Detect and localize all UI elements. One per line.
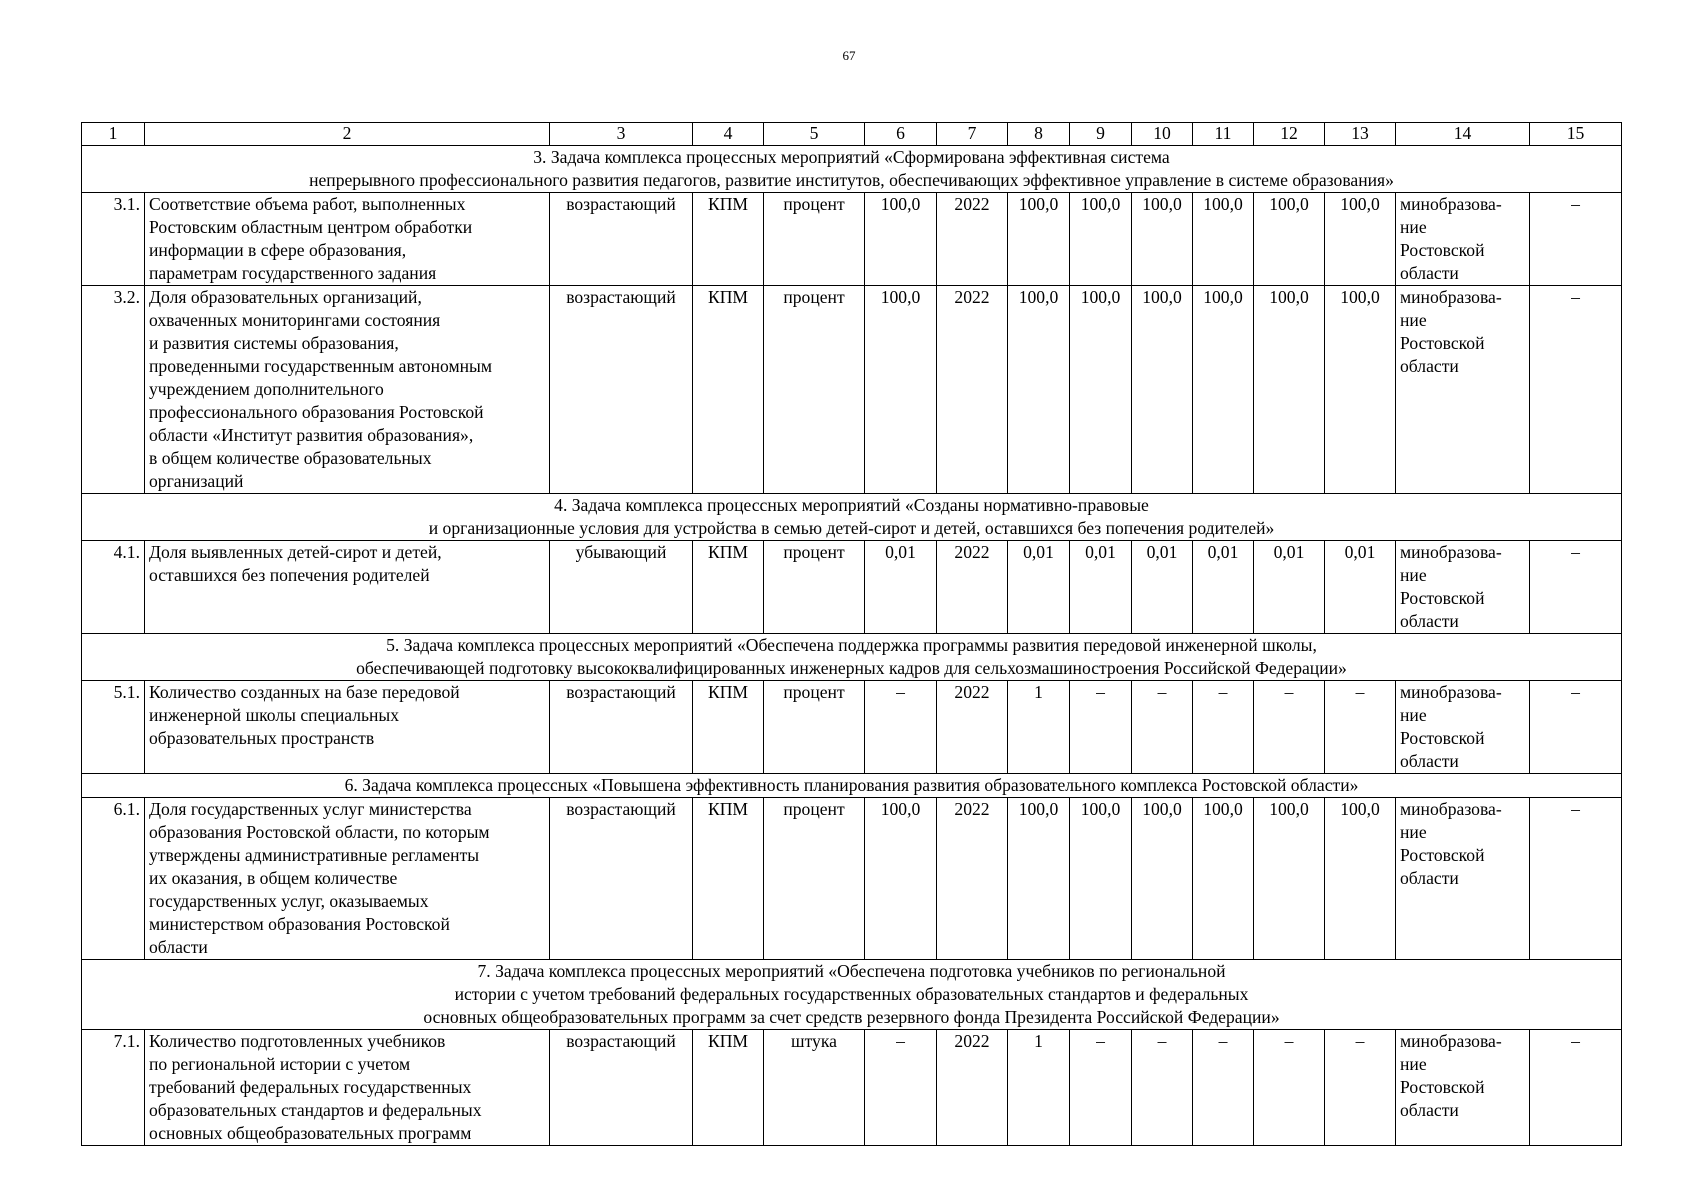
section-title-line: истории с учетом требований федеральных государственных образовательных стандартов и федеральных	[454, 984, 1249, 1004]
indicator-name-line: министерством образования Ростовской	[149, 914, 450, 934]
target-value-cell: 100,0	[1193, 193, 1254, 286]
target-value-cell: 0,01	[1325, 541, 1396, 634]
indicator-name	[145, 541, 550, 634]
indicators-table	[81, 122, 1622, 1146]
indicator-type-cell: КПМ	[693, 193, 764, 286]
responsible-line: Ростовской	[1400, 728, 1485, 748]
link-cell: –	[1530, 541, 1622, 634]
section-title-line: основных общеобразовательных программ за счет средств резервного фонда Президента Российской Федерации»	[423, 1007, 1280, 1027]
responsible-cell	[1396, 286, 1530, 494]
target-value-cell: 100,0	[1325, 286, 1396, 494]
indicator-name-line: учреждением дополнительного	[149, 379, 384, 399]
indicator-row	[82, 681, 1622, 774]
target-value-cell: 100,0	[1008, 286, 1070, 494]
indicator-name-line: проведенными государственным автономным	[149, 356, 492, 376]
indicator-name-line: образовательных пространств	[149, 728, 375, 748]
column-header: 6	[865, 123, 937, 146]
target-value-cell: 100,0	[1008, 193, 1070, 286]
target-value-cell: 1	[1008, 681, 1070, 774]
indicator-name-line: Доля образовательных организаций,	[149, 287, 422, 307]
unit-cell: процент	[764, 541, 865, 634]
target-value-cell: –	[1070, 681, 1132, 774]
target-value-cell: –	[1132, 1030, 1193, 1146]
section-title-line: 4. Задача комплекса процессных мероприятий «Созданы нормативно-правовые	[554, 495, 1149, 515]
column-header: 1	[82, 123, 145, 146]
target-value-cell: 100,0	[1070, 286, 1132, 494]
base-year-cell: 2022	[937, 1030, 1008, 1146]
indicator-row	[82, 798, 1622, 960]
target-value-cell: –	[1325, 1030, 1396, 1146]
target-value-cell: 100,0	[1325, 798, 1396, 960]
section-title-line: непрерывного профессионального развития педагогов, развитие институтов, обеспечивающих эффективное управление в системе образования»	[309, 170, 1394, 190]
responsible-cell	[1396, 681, 1530, 774]
target-value-cell: –	[1325, 681, 1396, 774]
indicator-name	[145, 798, 550, 960]
row-number: 4.1.	[82, 541, 145, 634]
target-value-cell: 100,0	[1254, 193, 1325, 286]
responsible-line: минобразова-	[1400, 542, 1502, 562]
base-value-cell: –	[865, 681, 937, 774]
responsible-line: минобразова-	[1400, 682, 1502, 702]
base-value-cell: 100,0	[865, 798, 937, 960]
indicator-name-line: Соответствие объема работ, выполненных	[149, 194, 466, 214]
responsible-line: области	[1400, 751, 1459, 771]
page-number: 67	[842, 48, 856, 63]
base-year-cell: 2022	[937, 286, 1008, 494]
responsible-cell	[1396, 541, 1530, 634]
responsible-line: Ростовской	[1400, 333, 1485, 353]
indicator-name-line: утверждены административные регламенты	[149, 845, 480, 865]
column-header: 13	[1325, 123, 1396, 146]
indicator-name-line: Доля государственных услуг министерства	[149, 799, 472, 819]
indicator-row	[82, 193, 1622, 286]
section-header-row	[82, 774, 1622, 798]
column-header: 12	[1254, 123, 1325, 146]
base-year-cell: 2022	[937, 798, 1008, 960]
responsible-line: ние	[1400, 822, 1427, 842]
indicator-name-line: по региональной истории с учетом	[149, 1054, 411, 1074]
responsible-line: области	[1400, 611, 1459, 631]
indicator-name-line: Количество подготовленных учебников	[149, 1031, 446, 1051]
trend-cell: убывающий	[550, 541, 693, 634]
base-value-cell: 100,0	[865, 286, 937, 494]
indicator-name-line: профессионального образования Ростовской	[149, 402, 484, 422]
column-header: 10	[1132, 123, 1193, 146]
column-header: 15	[1530, 123, 1622, 146]
indicator-name-line: информации в сфере образования,	[149, 240, 407, 260]
indicator-name-line: и развития системы образования,	[149, 333, 399, 353]
target-value-cell: 100,0	[1254, 798, 1325, 960]
link-cell: –	[1530, 681, 1622, 774]
target-value-cell: 100,0	[1008, 798, 1070, 960]
indicator-name-line: инженерной школы специальных	[149, 705, 400, 725]
column-header: 8	[1008, 123, 1070, 146]
indicator-name	[145, 681, 550, 774]
target-value-cell: 100,0	[1325, 193, 1396, 286]
responsible-line: Ростовской	[1400, 240, 1485, 260]
responsible-cell	[1396, 193, 1530, 286]
responsible-line: Ростовской	[1400, 845, 1485, 865]
target-value-cell: 0,01	[1254, 541, 1325, 634]
responsible-cell	[1396, 1030, 1530, 1146]
responsible-line: области	[1400, 868, 1459, 888]
indicator-type-cell: КПМ	[693, 798, 764, 960]
section-title-line: 7. Задача комплекса процессных мероприятий «Обеспечена подготовка учебников по региональной	[477, 961, 1226, 981]
indicator-type-cell: КПМ	[693, 286, 764, 494]
indicator-name	[145, 193, 550, 286]
column-header: 7	[937, 123, 1008, 146]
indicator-name-line: государственных услуг, оказываемых	[149, 891, 429, 911]
indicator-row	[82, 541, 1622, 634]
indicator-name-line: образования Ростовской области, по которым	[149, 822, 490, 842]
unit-cell: штука	[764, 1030, 865, 1146]
responsible-line: ние	[1400, 565, 1427, 585]
responsible-line: минобразова-	[1400, 287, 1502, 307]
section-title	[82, 960, 1622, 1030]
indicator-name-line: основных общеобразовательных программ	[149, 1123, 472, 1143]
base-year-cell: 2022	[937, 193, 1008, 286]
indicator-name	[145, 1030, 550, 1146]
row-number: 3.2.	[82, 286, 145, 494]
indicator-type-cell: КПМ	[693, 541, 764, 634]
indicator-name-line: области «Институт развития образования»,	[149, 425, 474, 445]
indicator-name-line: требований федеральных государственных	[149, 1077, 472, 1097]
column-header: 11	[1193, 123, 1254, 146]
table-body	[82, 123, 1622, 1146]
section-header-row	[82, 494, 1622, 541]
indicator-name	[145, 286, 550, 494]
indicator-type-cell: КПМ	[693, 1030, 764, 1146]
row-number: 7.1.	[82, 1030, 145, 1146]
trend-cell: возрастающий	[550, 1030, 693, 1146]
target-value-cell: –	[1132, 681, 1193, 774]
target-value-cell: –	[1193, 681, 1254, 774]
section-header-row	[82, 146, 1622, 193]
unit-cell: процент	[764, 681, 865, 774]
section-title	[82, 634, 1622, 681]
target-value-cell: 0,01	[1070, 541, 1132, 634]
indicator-name-line: в общем количестве образовательных	[149, 448, 432, 468]
trend-cell: возрастающий	[550, 681, 693, 774]
base-value-cell: 100,0	[865, 193, 937, 286]
section-header-row	[82, 634, 1622, 681]
indicator-name-line: Количество созданных на базе передовой	[149, 682, 460, 702]
target-value-cell: 100,0	[1132, 798, 1193, 960]
responsible-line: минобразова-	[1400, 799, 1502, 819]
target-value-cell: 100,0	[1070, 798, 1132, 960]
link-cell: –	[1530, 286, 1622, 494]
column-header: 4	[693, 123, 764, 146]
target-value-cell: 100,0	[1132, 193, 1193, 286]
column-header: 2	[145, 123, 550, 146]
indicator-type-cell: КПМ	[693, 681, 764, 774]
indicator-name-line: Доля выявленных детей-сирот и детей,	[149, 542, 442, 562]
responsible-line: минобразова-	[1400, 194, 1502, 214]
responsible-line: области	[1400, 356, 1459, 376]
target-value-cell: –	[1254, 681, 1325, 774]
responsible-cell	[1396, 798, 1530, 960]
indicator-name-line: их оказания, в общем количестве	[149, 868, 398, 888]
indicator-name-line: параметрам государственного задания	[149, 263, 437, 283]
section-title	[82, 146, 1622, 193]
column-number-row	[82, 123, 1622, 146]
section-title-line: 5. Задача комплекса процессных мероприятий «Обеспечена поддержка программы развития передовой инженерной школы,	[386, 635, 1317, 655]
indicator-row	[82, 286, 1622, 494]
link-cell: –	[1530, 798, 1622, 960]
section-title	[82, 774, 1622, 798]
section-title-line: 6. Задача комплекса процессных «Повышена эффективность планирования развития образовательного комплекса Ростовской области»	[344, 775, 1359, 795]
column-header: 5	[764, 123, 865, 146]
target-value-cell: 100,0	[1254, 286, 1325, 494]
base-value-cell: 0,01	[865, 541, 937, 634]
indicator-row	[82, 1030, 1622, 1146]
responsible-line: Ростовской	[1400, 1077, 1485, 1097]
indicator-name-line: Ростовским областным центром обработки	[149, 217, 473, 237]
unit-cell: процент	[764, 286, 865, 494]
responsible-line: ние	[1400, 1054, 1427, 1074]
responsible-line: области	[1400, 1100, 1459, 1120]
section-header-row	[82, 960, 1622, 1030]
target-value-cell: 100,0	[1193, 286, 1254, 494]
target-value-cell: 100,0	[1070, 193, 1132, 286]
indicator-name-line: охваченных мониторингами состояния	[149, 310, 441, 330]
responsible-line: ние	[1400, 217, 1427, 237]
target-value-cell: –	[1193, 1030, 1254, 1146]
target-value-cell: 0,01	[1008, 541, 1070, 634]
target-value-cell: –	[1254, 1030, 1325, 1146]
indicator-name-line: области	[149, 937, 208, 957]
row-number: 6.1.	[82, 798, 145, 960]
indicator-name-line: образовательных стандартов и федеральных	[149, 1100, 482, 1120]
target-value-cell: 1	[1008, 1030, 1070, 1146]
column-header: 14	[1396, 123, 1530, 146]
section-title-line: 3. Задача комплекса процессных мероприятий «Сформирована эффективная система	[533, 147, 1170, 167]
trend-cell: возрастающий	[550, 286, 693, 494]
link-cell: –	[1530, 1030, 1622, 1146]
target-value-cell: 100,0	[1132, 286, 1193, 494]
responsible-line: ние	[1400, 705, 1427, 725]
row-number: 3.1.	[82, 193, 145, 286]
column-header: 9	[1070, 123, 1132, 146]
target-value-cell: –	[1070, 1030, 1132, 1146]
base-value-cell: –	[865, 1030, 937, 1146]
target-value-cell: 100,0	[1193, 798, 1254, 960]
column-header: 3	[550, 123, 693, 146]
link-cell: –	[1530, 193, 1622, 286]
target-value-cell: 0,01	[1193, 541, 1254, 634]
section-title-line: обеспечивающей подготовку высококвалифицированных инженерных кадров для сельхозмашиностроения Российской Федерации»	[356, 658, 1347, 678]
base-year-cell: 2022	[937, 541, 1008, 634]
row-number: 5.1.	[82, 681, 145, 774]
responsible-line: Ростовской	[1400, 588, 1485, 608]
trend-cell: возрастающий	[550, 193, 693, 286]
unit-cell: процент	[764, 193, 865, 286]
responsible-line: ние	[1400, 310, 1427, 330]
unit-cell: процент	[764, 798, 865, 960]
base-year-cell: 2022	[937, 681, 1008, 774]
section-title-line: и организационные условия для устройства в семью детей-сирот и детей, оставшихся без попечения родителей»	[428, 518, 1275, 538]
responsible-line: минобразова-	[1400, 1031, 1502, 1051]
target-value-cell: 0,01	[1132, 541, 1193, 634]
indicator-name-line: организаций	[149, 471, 244, 491]
trend-cell: возрастающий	[550, 798, 693, 960]
responsible-line: области	[1400, 263, 1459, 283]
section-title	[82, 494, 1622, 541]
indicator-name-line: оставшихся без попечения родителей	[149, 565, 430, 585]
